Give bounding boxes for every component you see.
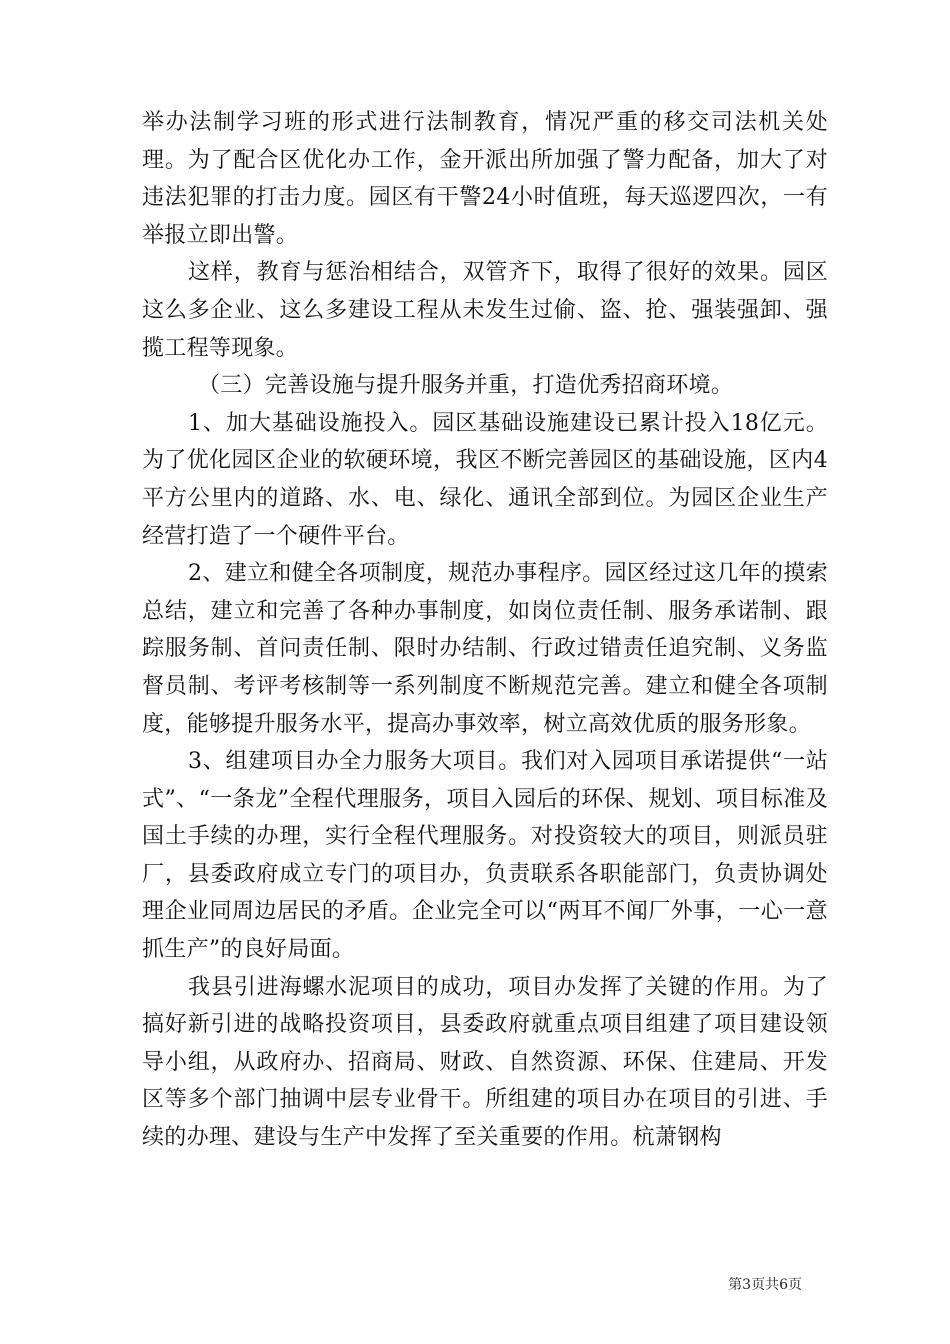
paragraph-results: 这样，教育与惩治相结合，双管齐下，取得了很好的效果。园区这么多企业、这么多建设工程从未发生过偷、盗、抢、强装强卸、强揽工程等现象。 (142, 260, 828, 361)
page-number-footer: 第3页共6页 (728, 1277, 802, 1293)
paragraph-project-office: 3、组建项目办全力服务大项目。我们对入园项目承诺提供“一站式”、“一条龙”全程代理服务，项目入园后的环保、规划、项目标准及国土手续的办理，实行全程代理服务。对投资较大的项目，则派员驻厂，县委政府成立专门的项目办，负责联系各职能部门，负责协调处理企业同周边居民的矛盾。企业完全可以“两耳不闻厂外事，一心一意抓生产”的良好局面。 (142, 749, 828, 963)
paragraph-infrastructure: 1、加大基础设施投入。园区基础设施建设已累计投入18亿元。为了优化园区企业的软硬环境，我区不断完善园区的基础设施，区内4平方公里内的道路、水、电、绿化、通讯全部到位。为园区企业生产经营打造了一个硬件平台。 (142, 410, 828, 549)
document-body (142, 104, 828, 1157)
paragraph-systems: 2、建立和健全各项制度，规范办事程序。园区经过这几年的摸索总结，建立和完善了各种办事制度，如岗位责任制、服务承诺制、跟踪服务制、首问责任制、限时办结制、行政过错责任追究制、义务监督员制、考评考核制等一系列制度不断规范完善。建立和健全各项制度，能够提升服务水平，提高办事效率，树立高效优质的服务形象。 (142, 561, 828, 737)
paragraph-legal-education: 举办法制学习班的形式进行法制教育，情况严重的移交司法机关处理。为了配合区优化办工作，金开派出所加强了警力配备，加大了对违法犯罪的打击力度。园区有干警24小时值班，每天巡逻四次，一有举报立即出警。 (142, 110, 828, 248)
paragraph-cement-project: 我县引进海螺水泥项目的成功，项目办发挥了关键的作用。为了搞好新引进的战略投资项目，县委政府就重点项目组建了项目建设领导小组，从政府办、招商局、财政、自然资源、环保、住建局、开发区等多个部门抽调中层专业骨干。所组建的项目办在项目的引进、手续的办理、建设与生产中发挥了至关重要的作用。杭萧钢构 (142, 974, 828, 1151)
section-heading: （三）完善设施与提升服务并重，打造优秀招商环境。 (198, 373, 734, 399)
